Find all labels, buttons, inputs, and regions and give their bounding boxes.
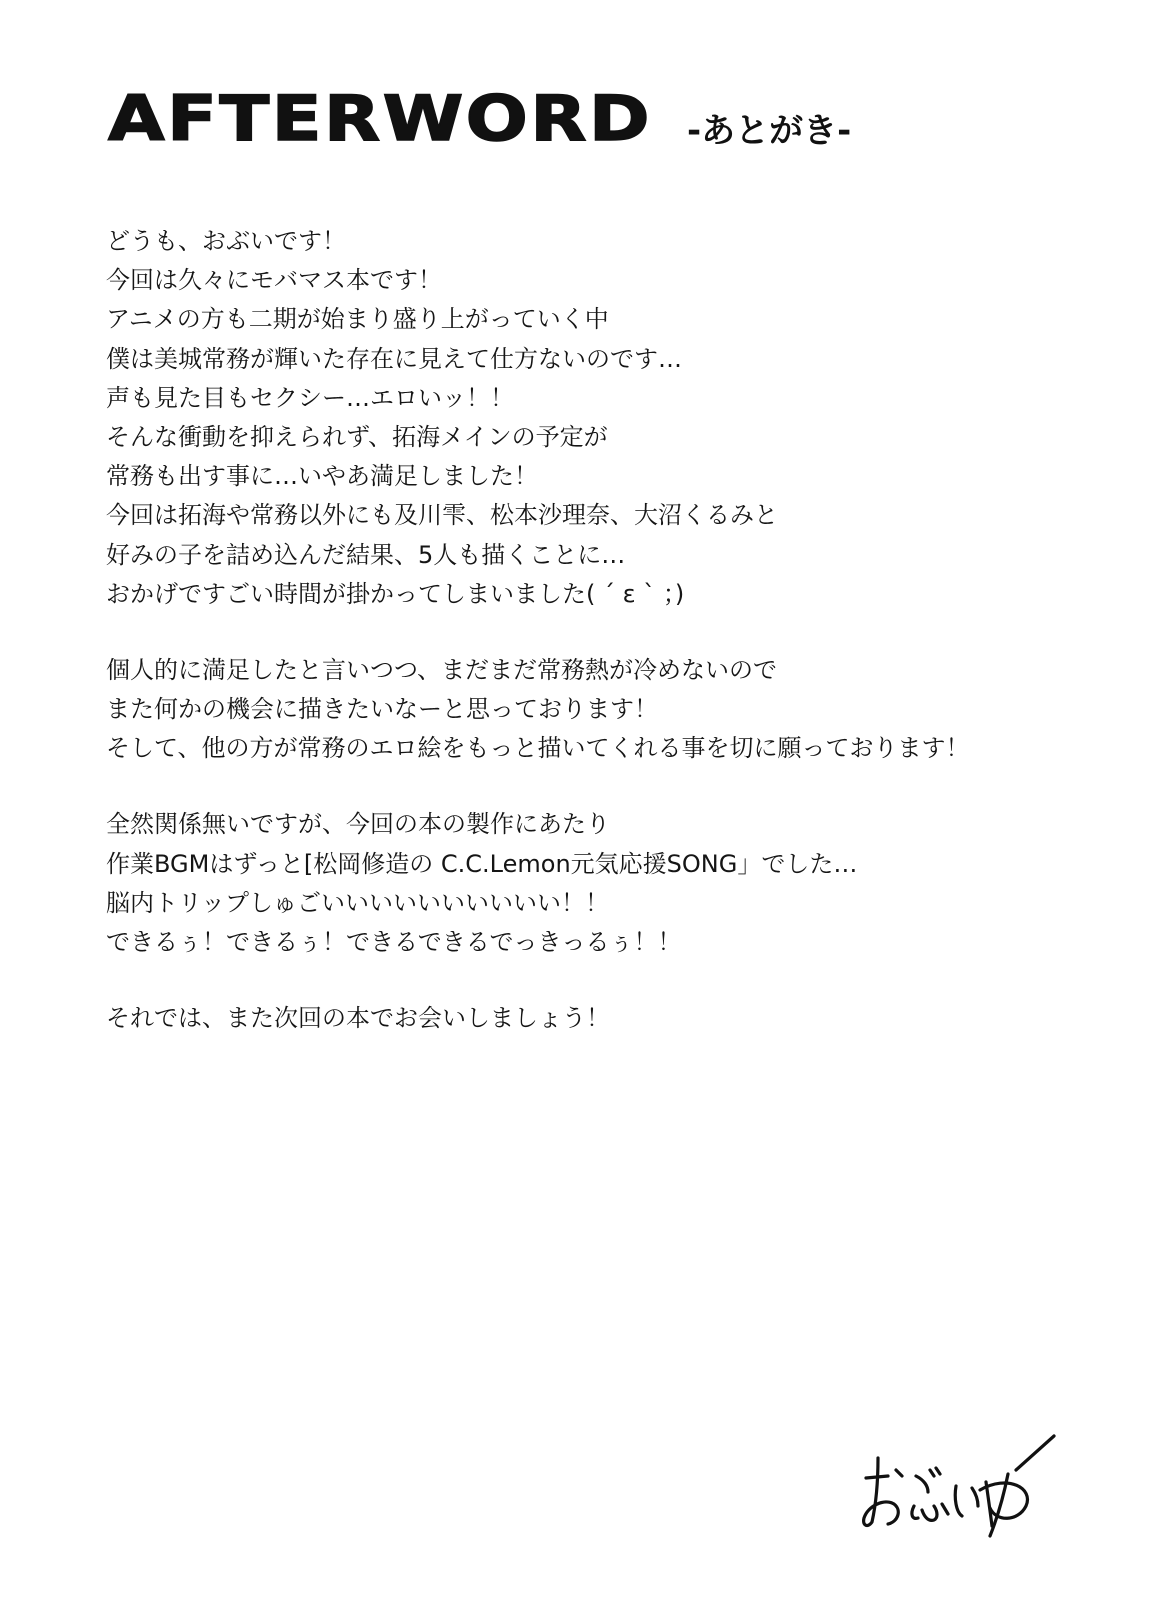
text-line: 今回は拓海や常務以外にも及川雫、松本沙理奈、大沼くるみと (106, 501, 778, 530)
text-line: また何かの機会に描きたいなーと思っております！ (106, 695, 658, 724)
text-line: 作業BGMはずっと[松岡修造の C.C.Lemon元気応援SONG」でした… (106, 849, 858, 878)
paragraph-spacer (106, 768, 1106, 805)
paragraph (106, 805, 1106, 962)
text-line: 僕は美城常務が輝いた存在に見えて仕方ないのです… (106, 344, 682, 373)
text-line: どうも、おぶいです！ (106, 227, 346, 255)
paragraph (106, 222, 1106, 614)
text-line: そして、他の方が常務のエロ絵をもっと描いてくれる事を切に願っております！ (106, 734, 970, 763)
page-title (108, 80, 852, 155)
text-line: 好みの子を詰め込んだ結果、5人も描くことに… (106, 540, 626, 569)
text-line: 今回は久々にモバマス本です！ (106, 266, 442, 295)
text-line: 個人的に満足したと言いつつ、まだまだ常務熱が冷めないので (106, 655, 778, 684)
text-line: おかげですごい時間が掛かってしまいました( ´ ε ` ；) (106, 579, 685, 608)
text-line: 常務も出す事に…いやあ満足しました！ (106, 462, 538, 491)
title-main: AFTERWORD (108, 82, 653, 155)
signature-drawing (858, 1430, 1058, 1540)
text-line: 脳内トリップしゅごいいいいいいいいいい！！ (106, 888, 610, 917)
afterword-body (106, 222, 1106, 1038)
paragraph (106, 999, 1106, 1038)
title-subtitle: -あとがき- (687, 111, 852, 151)
paragraph (106, 651, 1106, 769)
text-line: できるぅ！できるぅ！できるできるでっきっるぅ！！ (106, 928, 682, 956)
text-line: そんな衝動を抑えられず、拓海メインの予定が (106, 422, 608, 451)
text-line: それでは、また次回の本でお会いしましょう！ (106, 1004, 610, 1033)
text-line: 全然関係無いですが、今回の本の製作にあたり (106, 810, 610, 839)
handwritten-signature (858, 1430, 1058, 1540)
paragraph-spacer (106, 962, 1106, 999)
text-line: アニメの方も二期が始まり盛り上がっていく中 (106, 305, 609, 334)
text-line: 声も見た目もセクシー…エロいッ！！ (106, 383, 514, 412)
paragraph-spacer (106, 614, 1106, 651)
